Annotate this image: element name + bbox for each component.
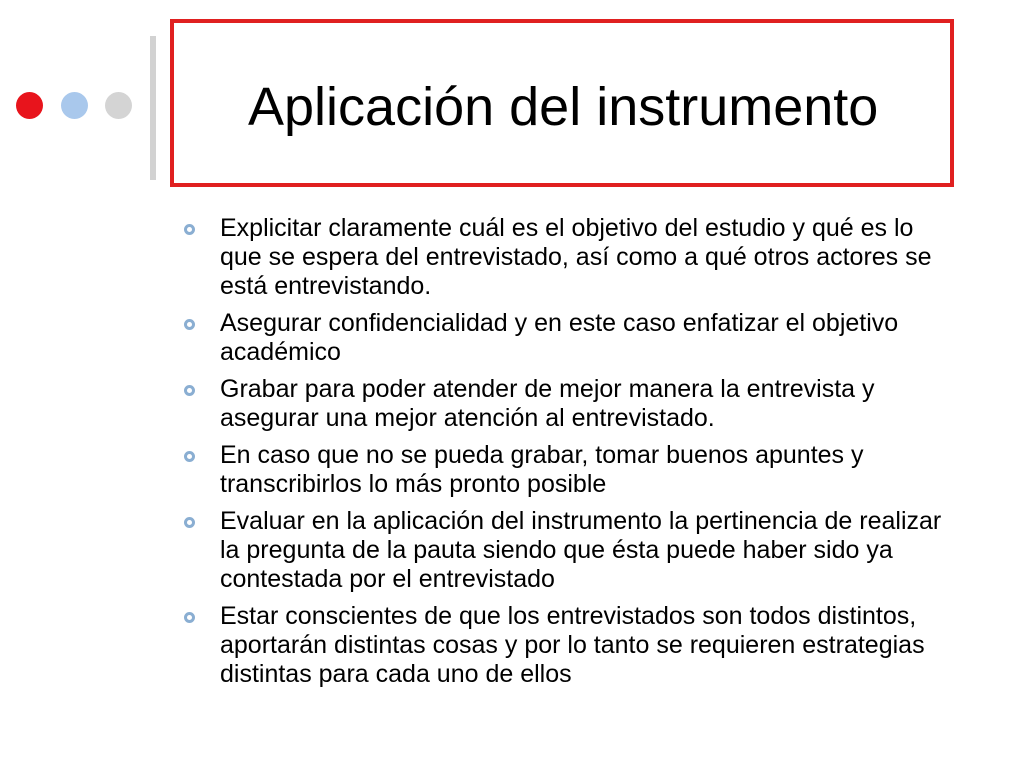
bullet-item bbox=[182, 441, 942, 499]
bullet-text: Explicitar claramente cuál es el objetivo del estudio y qué es lo que se espera del entrevistado, así como a qué otros actores se está entrevistando. bbox=[220, 214, 932, 300]
ring-bullet-icon bbox=[184, 385, 195, 396]
bullet-item bbox=[182, 309, 942, 367]
blue-dot-icon bbox=[61, 92, 88, 119]
bullet-item bbox=[182, 507, 942, 594]
ring-bullet-icon bbox=[184, 451, 195, 462]
vertical-divider bbox=[150, 36, 156, 180]
ring-bullet-icon bbox=[184, 612, 195, 623]
bullet-text: Grabar para poder atender de mejor manera la entrevista y asegurar una mejor atención al entrevistado. bbox=[220, 375, 875, 432]
ring-bullet-icon bbox=[184, 517, 195, 528]
bullet-text: Estar conscientes de que los entrevistados son todos distintos, aportarán distintas cosas y por lo tanto se requieren estrategias distintas para cada uno de ellos bbox=[220, 602, 925, 688]
bullet-item bbox=[182, 214, 942, 301]
bullet-text: Asegurar confidencialidad y en este caso enfatizar el objetivo académico bbox=[220, 309, 899, 366]
bullet-item bbox=[182, 375, 942, 433]
bullet-text: En caso que no se pueda grabar, tomar buenos apuntes y transcribirlos lo más pronto posible bbox=[220, 441, 864, 498]
bullet-item bbox=[182, 602, 942, 689]
bullet-list bbox=[182, 214, 942, 697]
ring-bullet-icon bbox=[184, 319, 195, 330]
bullet-text: Evaluar en la aplicación del instrumento la pertinencia de realizar la pregunta de la pauta siendo que ésta puede haber sido ya contestada por el entrevistado bbox=[220, 507, 942, 593]
red-dot-icon bbox=[16, 92, 43, 119]
gray-dot-icon bbox=[105, 92, 132, 119]
slide-title: Aplicación del instrumento bbox=[248, 77, 879, 137]
ring-bullet-icon bbox=[184, 224, 195, 235]
